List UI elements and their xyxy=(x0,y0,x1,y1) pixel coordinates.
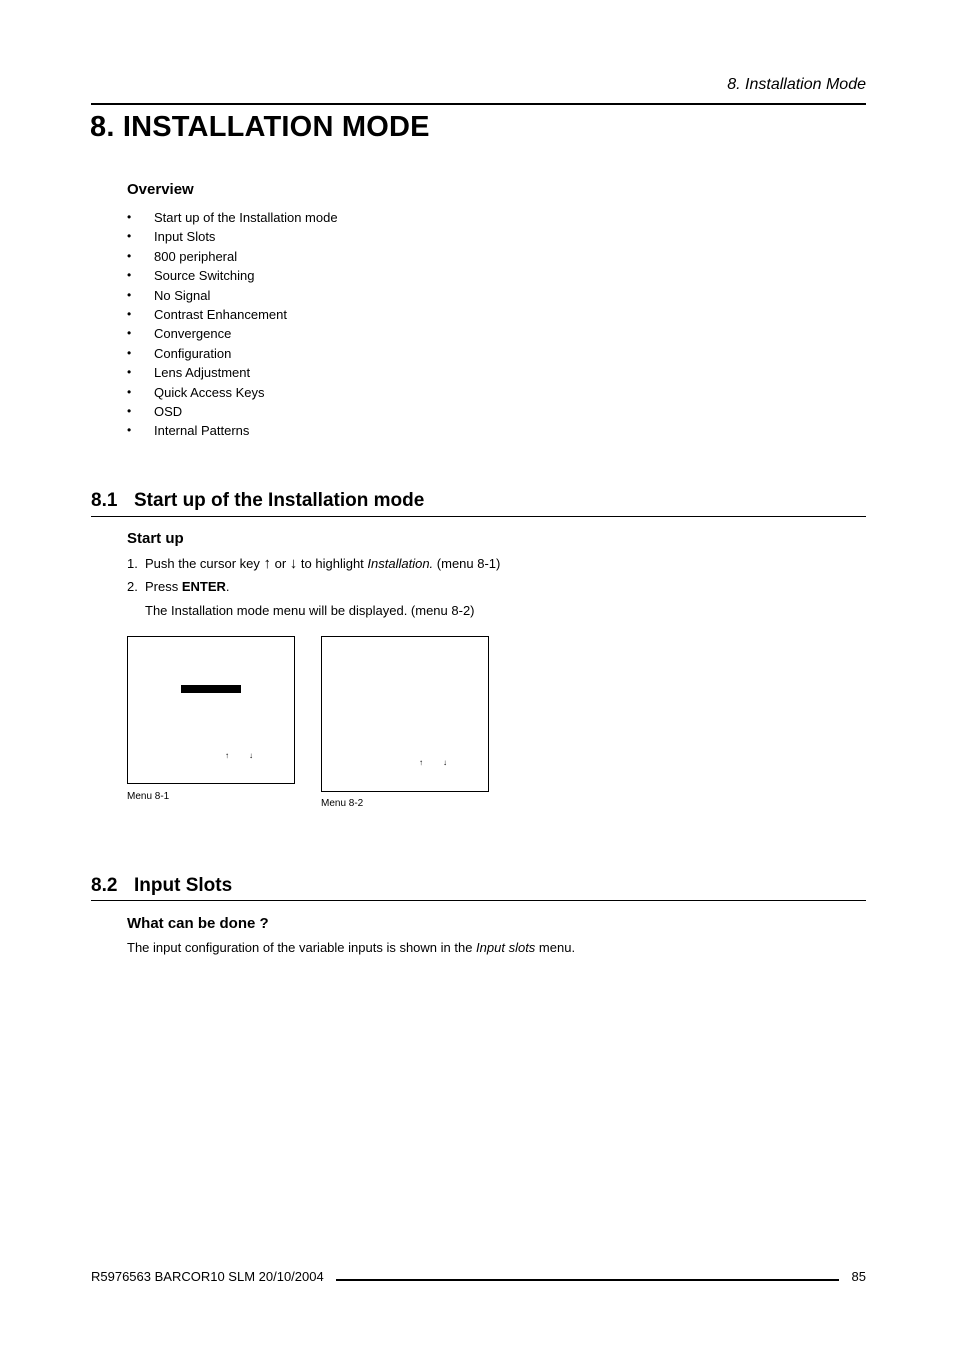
section-number: 8.2 xyxy=(91,875,118,896)
list-item: • Internal Patterns xyxy=(127,421,338,440)
navigation-arrows xyxy=(225,751,273,760)
menu-8-1-figure xyxy=(127,636,295,784)
start-up-heading: Start up xyxy=(127,530,184,547)
menu-name: Input slots xyxy=(476,940,536,955)
step-2 xyxy=(127,579,230,594)
section-rule xyxy=(91,900,866,901)
arrow-down-icon: ↓ xyxy=(289,555,298,572)
list-item: • No Signal xyxy=(127,286,338,305)
running-header: 8. Installation Mode xyxy=(727,76,866,93)
menu-item-name: Installation. xyxy=(367,556,434,571)
list-item: • Convergence xyxy=(127,324,338,343)
page-number: 85 xyxy=(851,1269,866,1284)
menu-8-2-caption: Menu 8-2 xyxy=(321,798,364,809)
footer-doc-info: R5976563 BARCOR10 SLM 20/10/2004 xyxy=(91,1269,324,1284)
key-name: ENTER xyxy=(181,579,226,594)
section-8-2-title xyxy=(91,875,232,897)
step-text: to highlight xyxy=(297,556,368,571)
arrow-up-icon: ↑ xyxy=(263,555,271,572)
step-1 xyxy=(127,555,500,572)
list-item: • Contrast Enhancement xyxy=(127,305,338,324)
step-text: or xyxy=(271,556,290,571)
navigation-arrows xyxy=(419,758,467,767)
section-title-text: Input Slots xyxy=(134,875,233,896)
list-item: • Source Switching xyxy=(127,266,338,285)
footer-rule xyxy=(336,1279,839,1281)
step-text: Push the cursor key xyxy=(145,556,264,571)
input-slots-description xyxy=(127,940,575,955)
step-number: 1. xyxy=(127,556,138,571)
list-item: • Start up of the Installation mode xyxy=(127,208,338,227)
list-item: • Quick Access Keys xyxy=(127,383,338,402)
step-text: Press xyxy=(145,579,182,594)
arrow-up-icon: ↑ xyxy=(419,758,423,767)
body-text: The input configuration of the variable inputs is shown in the xyxy=(127,940,477,955)
list-item: • OSD xyxy=(127,402,338,421)
overview-list xyxy=(127,208,338,441)
step-number: 2. xyxy=(127,579,138,594)
step-2-note: The Installation mode menu will be displayed. (menu 8-2) xyxy=(145,603,475,618)
list-item: • Configuration xyxy=(127,344,338,363)
step-text: (menu 8-1) xyxy=(433,556,501,571)
menu-8-2-figure xyxy=(321,636,489,792)
arrow-up-icon: ↑ xyxy=(225,751,229,760)
section-8-1-title xyxy=(91,490,424,512)
chapter-title: 8. INSTALLATION MODE xyxy=(90,111,430,143)
header-rule xyxy=(91,103,866,105)
arrow-down-icon: ↓ xyxy=(443,758,447,767)
arrow-down-icon: ↓ xyxy=(249,751,253,760)
highlight-bar xyxy=(181,685,241,693)
step-text: . xyxy=(225,579,230,594)
overview-heading: Overview xyxy=(127,181,194,198)
list-item: • Lens Adjustment xyxy=(127,363,338,382)
section-rule xyxy=(91,516,866,517)
body-text: menu. xyxy=(535,940,576,955)
list-item: • Input Slots xyxy=(127,227,338,246)
list-item: • 800 peripheral xyxy=(127,247,338,266)
menu-8-1-caption: Menu 8-1 xyxy=(127,791,170,802)
what-can-be-done-heading: What can be done ? xyxy=(127,915,269,932)
section-number: 8.1 xyxy=(91,490,118,511)
section-title-text: Start up of the Installation mode xyxy=(134,490,425,511)
